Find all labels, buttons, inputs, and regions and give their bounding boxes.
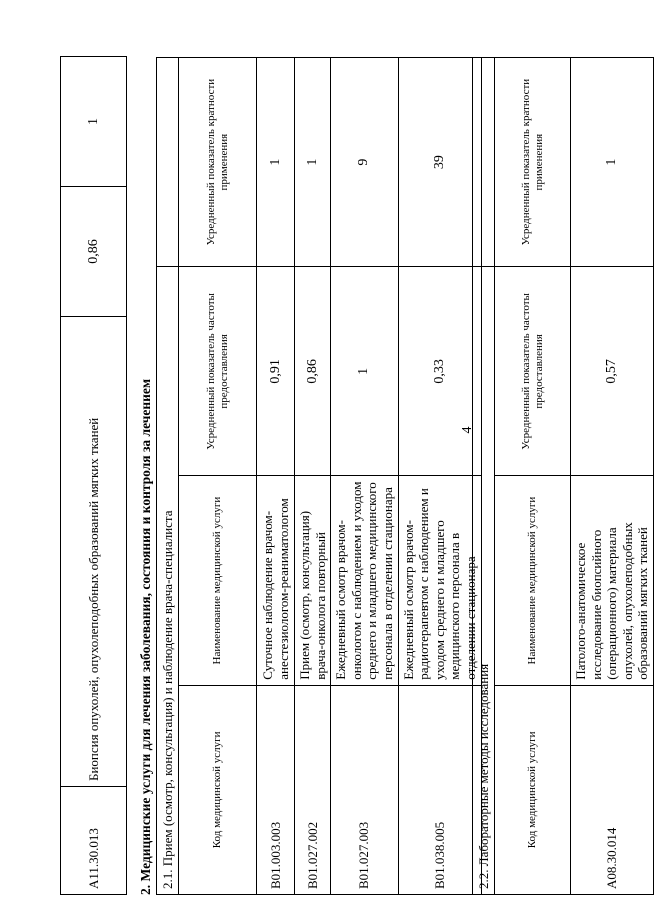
header-frequency: Усредненный показатель частоты предоставления [495, 267, 571, 476]
rotated-content [60, 15, 651, 895]
multiplicity-value: 1 [257, 58, 295, 267]
service-code: B01.003.003 [257, 685, 295, 894]
frequency-value: 0,86 [61, 187, 127, 317]
service-code: B01.027.003 [331, 685, 398, 894]
service-name: Биопсия опухолей, опухолеподобных образований мягких тканей [61, 317, 127, 787]
table-row [398, 58, 481, 895]
subsection-title-row [473, 58, 495, 895]
page-number: 4 [460, 426, 475, 434]
service-code: A08.30.014 [571, 685, 654, 894]
multiplicity-value: 1 [571, 58, 654, 267]
table-header-row [495, 58, 571, 895]
multiplicity-value: 1 [295, 58, 331, 267]
frequency-value: 0,57 [571, 267, 654, 476]
empty-cell [473, 58, 495, 267]
service-name: Суточное наблюдение врачом-анестезиологом-реаниматологом [257, 476, 295, 685]
table-row [571, 58, 654, 895]
frequency-value: 1 [331, 267, 398, 476]
service-code: B01.027.002 [295, 685, 331, 894]
table-row [61, 57, 127, 895]
header-name: Наименование медицинской услуги [495, 476, 571, 685]
frequency-value: 0,91 [257, 267, 295, 476]
multiplicity-value: 9 [331, 58, 398, 267]
subsection-title: 2.1. Прием (осмотр, консультация) и наблюдение врача-специалиста [157, 267, 179, 895]
consultations-table [156, 57, 482, 895]
service-name: Патолого-анатомическое исследование биопсийного (операционного) материала опухолей, опухолеподобных образований мягких тканей [571, 476, 654, 685]
subsection-title-row [157, 58, 179, 895]
table-row [257, 58, 295, 895]
header-code: Код медицинской услуги [179, 685, 257, 894]
header-name: Наименование медицинской услуги [179, 476, 257, 685]
service-code: B01.038.005 [398, 685, 481, 894]
header-code: Код медицинской услуги [495, 685, 571, 894]
frequency-value: 0,33 [398, 267, 481, 476]
table-header-row [179, 58, 257, 895]
table-row [331, 58, 398, 895]
subsection-title: 2.2. Лабораторные методы исследования [473, 267, 495, 895]
service-name: Ежедневный осмотр врачом-радиотерапевтом с наблюдением и уходом среднего и младшего медицинского персонала в отделении стационара [398, 476, 481, 685]
frequency-value: 0,86 [295, 267, 331, 476]
section-heading: 2. Медицинские услуги для лечения заболевания, состояния и контроля за лечением [138, 378, 153, 895]
lab-methods-table [472, 57, 654, 895]
header-multiplicity: Усредненный показатель кратности применения [495, 58, 571, 267]
previous-table-continuation [60, 56, 127, 895]
service-name: Ежедневный осмотр врачом-онкологом с наблюдением и уходом среднего и младшего медицинского персонала в отделении стационара [331, 476, 398, 685]
table-row [295, 58, 331, 895]
header-multiplicity: Усредненный показатель кратности применения [179, 58, 257, 267]
empty-cell [157, 58, 179, 267]
multiplicity-value: 1 [61, 57, 127, 187]
header-frequency: Усредненный показатель частоты предоставления [179, 267, 257, 476]
multiplicity-value: 39 [398, 58, 481, 267]
service-code: A11.30.013 [61, 787, 127, 895]
service-name: Прием (осмотр, консультация) врача-онколога повторный [295, 476, 331, 685]
